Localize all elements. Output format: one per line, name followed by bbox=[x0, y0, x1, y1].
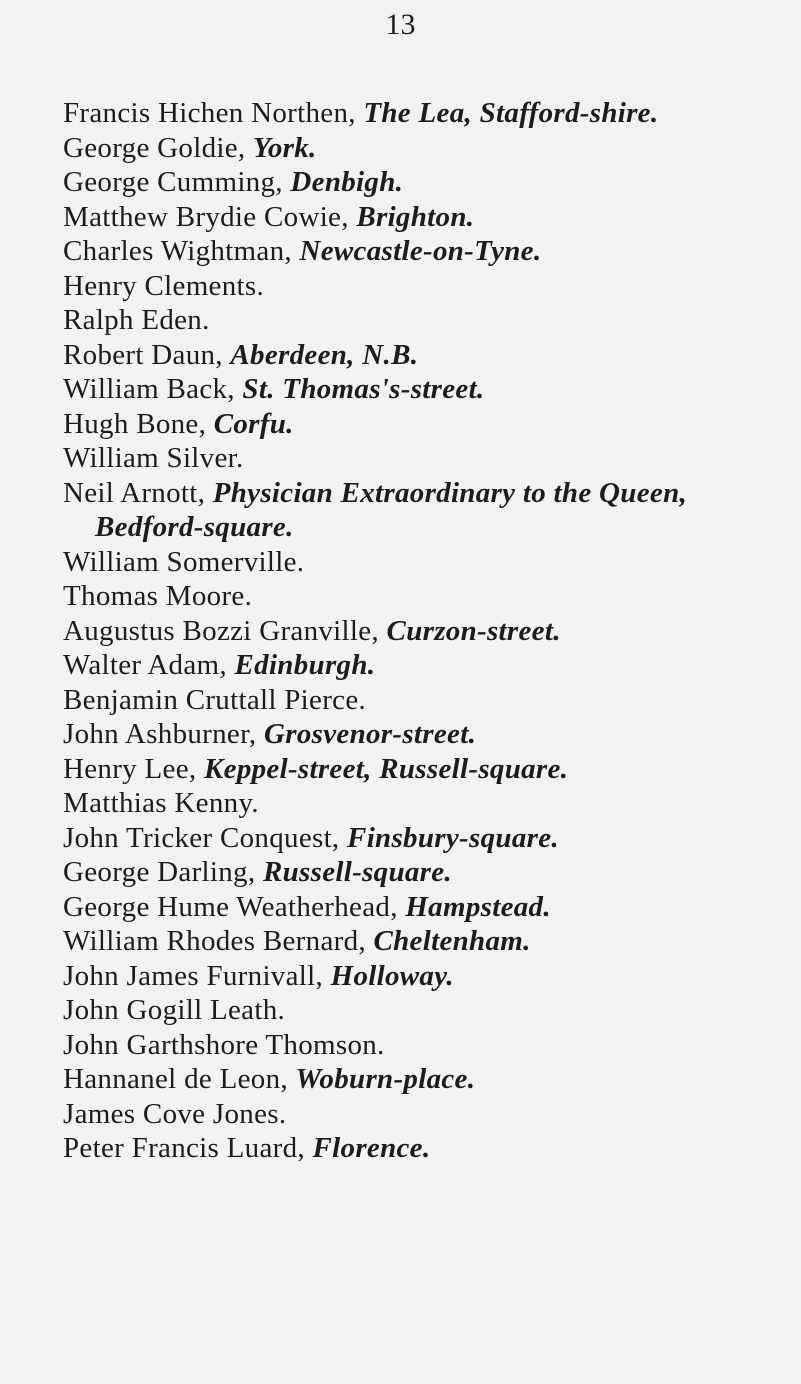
member-name: James Cove Jones. bbox=[63, 1097, 287, 1130]
member-name: Benjamin Cruttall Pierce. bbox=[63, 683, 367, 716]
list-item bbox=[63, 96, 793, 131]
member-name: Matthias Kenny. bbox=[63, 787, 259, 819]
member-place: Curzon-street. bbox=[386, 614, 561, 647]
member-name: William Silver. bbox=[63, 442, 244, 474]
member-name: Henry Clements. bbox=[63, 269, 265, 302]
list-item bbox=[63, 165, 793, 200]
member-place: The Lea, Stafford-shire. bbox=[363, 97, 659, 129]
member-name: George Hume Weatherhead, bbox=[63, 890, 398, 923]
list-item bbox=[63, 372, 793, 407]
member-place: Denbigh. bbox=[290, 166, 404, 198]
member-name: Charles Wightman, bbox=[63, 235, 292, 267]
list-item bbox=[63, 269, 793, 304]
list-item bbox=[63, 717, 793, 752]
list-item bbox=[63, 1062, 793, 1097]
member-place: Aberdeen, N.B. bbox=[230, 338, 419, 371]
member-name: John Ashburner, bbox=[63, 718, 257, 750]
list-item bbox=[63, 1131, 793, 1166]
member-name: Neil Arnott, bbox=[63, 476, 206, 509]
member-place: Brighton. bbox=[356, 200, 475, 233]
list-item bbox=[63, 200, 793, 235]
list-item bbox=[63, 648, 793, 683]
member-place: Holloway. bbox=[330, 959, 454, 992]
list-item bbox=[63, 959, 793, 994]
page-number: 13 bbox=[385, 8, 416, 41]
member-name: Hugh Bone, bbox=[63, 407, 207, 440]
member-name: Hannanel de Leon, bbox=[63, 1063, 288, 1095]
list-item bbox=[63, 752, 793, 787]
list-item bbox=[63, 303, 793, 338]
list-item bbox=[63, 1097, 793, 1132]
member-place: Hampstead. bbox=[405, 890, 551, 923]
member-place: Woburn-place. bbox=[295, 1063, 476, 1095]
member-name: John James Furnivall, bbox=[63, 959, 324, 992]
member-name: John Tricker Conquest, bbox=[63, 821, 340, 854]
member-name: William Back, bbox=[63, 373, 235, 405]
member-name: Henry Lee, bbox=[63, 752, 197, 785]
list-item bbox=[63, 993, 793, 1028]
list-item bbox=[63, 338, 793, 373]
member-name: John Gogill Leath. bbox=[63, 994, 286, 1026]
member-name: George Goldie, bbox=[63, 131, 246, 164]
member-place: St. Thomas's-street. bbox=[242, 373, 485, 405]
member-place: Russell-square. bbox=[262, 856, 452, 888]
member-name: Francis Hichen Northen, bbox=[63, 97, 356, 129]
member-place: Keppel-street, Russell-square. bbox=[204, 752, 569, 785]
member-name: Matthew Brydie Cowie, bbox=[63, 200, 349, 233]
member-name: Ralph Eden. bbox=[63, 304, 210, 336]
member-name: Robert Daun, bbox=[63, 338, 223, 371]
member-name: Peter Francis Luard, bbox=[63, 1132, 305, 1164]
member-list bbox=[63, 96, 793, 1166]
list-item bbox=[63, 821, 793, 856]
list-item bbox=[63, 683, 793, 718]
member-place: Newcastle-on-Tyne. bbox=[299, 235, 542, 267]
list-item bbox=[63, 131, 793, 166]
member-name: William Rhodes Bernard, bbox=[63, 925, 366, 957]
member-place: Physician Extraordinary to the Queen, Bedford-square. bbox=[95, 476, 688, 543]
list-item bbox=[63, 786, 793, 821]
member-place: Grosvenor-street. bbox=[264, 718, 477, 750]
list-item bbox=[63, 441, 793, 476]
member-place: Edinburgh. bbox=[234, 649, 376, 681]
list-item bbox=[63, 407, 793, 442]
list-item bbox=[63, 614, 793, 649]
list-item bbox=[63, 890, 793, 925]
member-place: Cheltenham. bbox=[373, 925, 531, 957]
list-item bbox=[63, 545, 793, 580]
member-name: Walter Adam, bbox=[63, 649, 227, 681]
member-name: John Garthshore Thomson. bbox=[63, 1028, 385, 1061]
list-item bbox=[63, 234, 793, 269]
list-item bbox=[63, 579, 793, 614]
list-item bbox=[63, 476, 793, 545]
member-name: George Darling, bbox=[63, 856, 256, 888]
member-name: Thomas Moore. bbox=[63, 580, 253, 612]
member-name: William Somerville. bbox=[63, 545, 305, 578]
list-item bbox=[63, 924, 793, 959]
list-item bbox=[63, 855, 793, 890]
member-place: York. bbox=[253, 131, 317, 164]
member-name: Augustus Bozzi Granville, bbox=[63, 614, 379, 647]
member-place: Finsbury-square. bbox=[347, 821, 559, 854]
member-place: Florence. bbox=[312, 1132, 431, 1164]
list-item bbox=[63, 1028, 793, 1063]
member-place: Corfu. bbox=[213, 407, 294, 440]
member-name: George Cumming, bbox=[63, 166, 283, 198]
